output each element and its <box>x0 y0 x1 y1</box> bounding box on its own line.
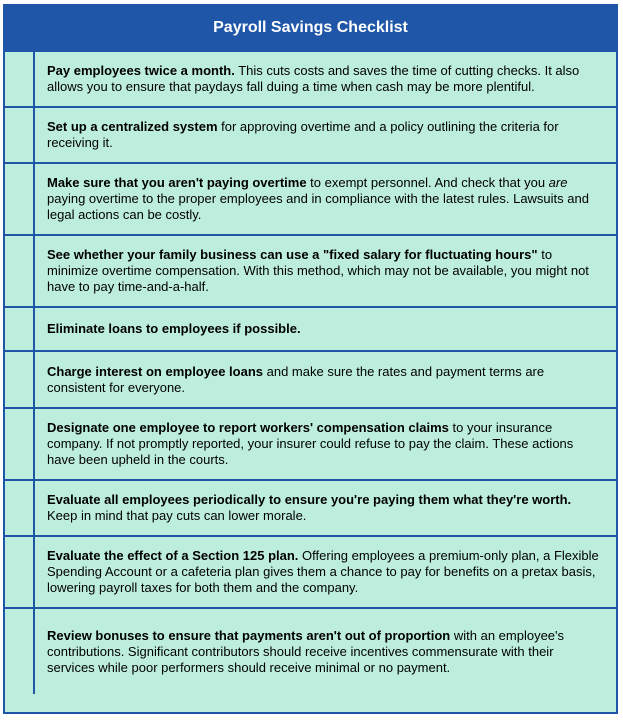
item-bold: See whether your family business can use a "fixed salary for fluctuating hours" <box>47 247 538 262</box>
item-text <box>47 175 604 223</box>
item-text <box>47 119 604 151</box>
item-bold: Eliminate loans to employees if possible. <box>47 321 301 336</box>
item-text <box>47 364 604 396</box>
item-text <box>47 492 604 524</box>
item-body: This cuts costs and saves the time of cutting checks. It also allows you to ensure that paydays fall duing a time when cash may be more plentiful. <box>47 63 580 94</box>
payroll-checklist-table <box>3 4 618 714</box>
item-body-cont: paying overtime to the proper employees and in compliance with the latest rules. Lawsuits and legal actions can be costly. <box>47 191 589 222</box>
item-bold: Pay employees twice a month. <box>47 63 235 78</box>
item-text <box>47 420 604 468</box>
item-text <box>47 548 604 596</box>
checkbox-cell[interactable] <box>5 352 35 407</box>
item-body: Offering employees a premium-only plan, a Flexible Spending Account or a cafeteria plan gives them a chance to pay for benefits on a pretax basis, lowering payroll taxes for both them and the company. <box>47 548 599 595</box>
item-bold: Make sure that you aren't paying overtime <box>47 175 307 190</box>
checkbox-cell[interactable] <box>5 236 35 306</box>
item-text <box>47 247 604 295</box>
checklist-row-2 <box>5 108 616 164</box>
checkbox-cell[interactable] <box>5 481 35 535</box>
checkbox-cell[interactable] <box>5 164 35 234</box>
checklist-row-9 <box>5 537 616 609</box>
checklist-row-8 <box>5 481 616 537</box>
item-bold: Designate one employee to report workers' compensation claims <box>47 420 449 435</box>
item-bold: Set up a centralized system <box>47 119 218 134</box>
checklist-row-10 <box>5 609 616 694</box>
checklist-row-3 <box>5 164 616 236</box>
checkbox-cell[interactable] <box>5 52 35 106</box>
checkbox-cell[interactable] <box>5 308 35 350</box>
item-italic: are <box>548 175 568 190</box>
item-body: and make sure the rates and payment terms are consistent for everyone. <box>47 363 545 395</box>
item-bold: Evaluate the effect of a Section 125 plan. <box>47 548 299 563</box>
checklist-title: Payroll Savings Checklist <box>5 6 616 52</box>
item-text <box>47 63 604 95</box>
checklist-row-1 <box>5 52 616 108</box>
item-body: to exempt personnel. And check that you <box>306 175 549 190</box>
item-body: with an employee's contributions. Significant contributors should receive incentives commensurate with their services while poor performers should receive minimal or no payment. <box>47 627 565 675</box>
checkbox-cell[interactable] <box>5 609 35 694</box>
item-body: for approving overtime and a policy outlining the criteria for receiving it. <box>47 119 559 150</box>
item-text <box>47 321 301 337</box>
checklist-row-4 <box>5 236 616 308</box>
checkbox-cell[interactable] <box>5 108 35 162</box>
checkbox-cell[interactable] <box>5 537 35 607</box>
item-body: Keep in mind that pay cuts can lower morale. <box>47 508 307 523</box>
checklist-row-6 <box>5 352 616 409</box>
item-body: to minimize overtime compensation. With this method, which may not be available, you might not have to pay time-and-a-half. <box>47 247 589 294</box>
item-bold: Review bonuses to ensure that payments aren't out of proportion <box>47 627 451 643</box>
item-body: to your insurance company. If not promptly reported, your insurer could refuse to pay the claim. These actions have been upheld in the courts. <box>47 420 574 467</box>
item-text <box>47 628 604 676</box>
checkbox-cell[interactable] <box>5 409 35 479</box>
checklist-row-5 <box>5 308 616 352</box>
item-bold: Charge interest on employee loans <box>47 363 264 379</box>
item-bold: Evaluate all employees periodically to ensure you're paying them what they're worth. <box>47 492 572 507</box>
checklist-row-7 <box>5 409 616 481</box>
